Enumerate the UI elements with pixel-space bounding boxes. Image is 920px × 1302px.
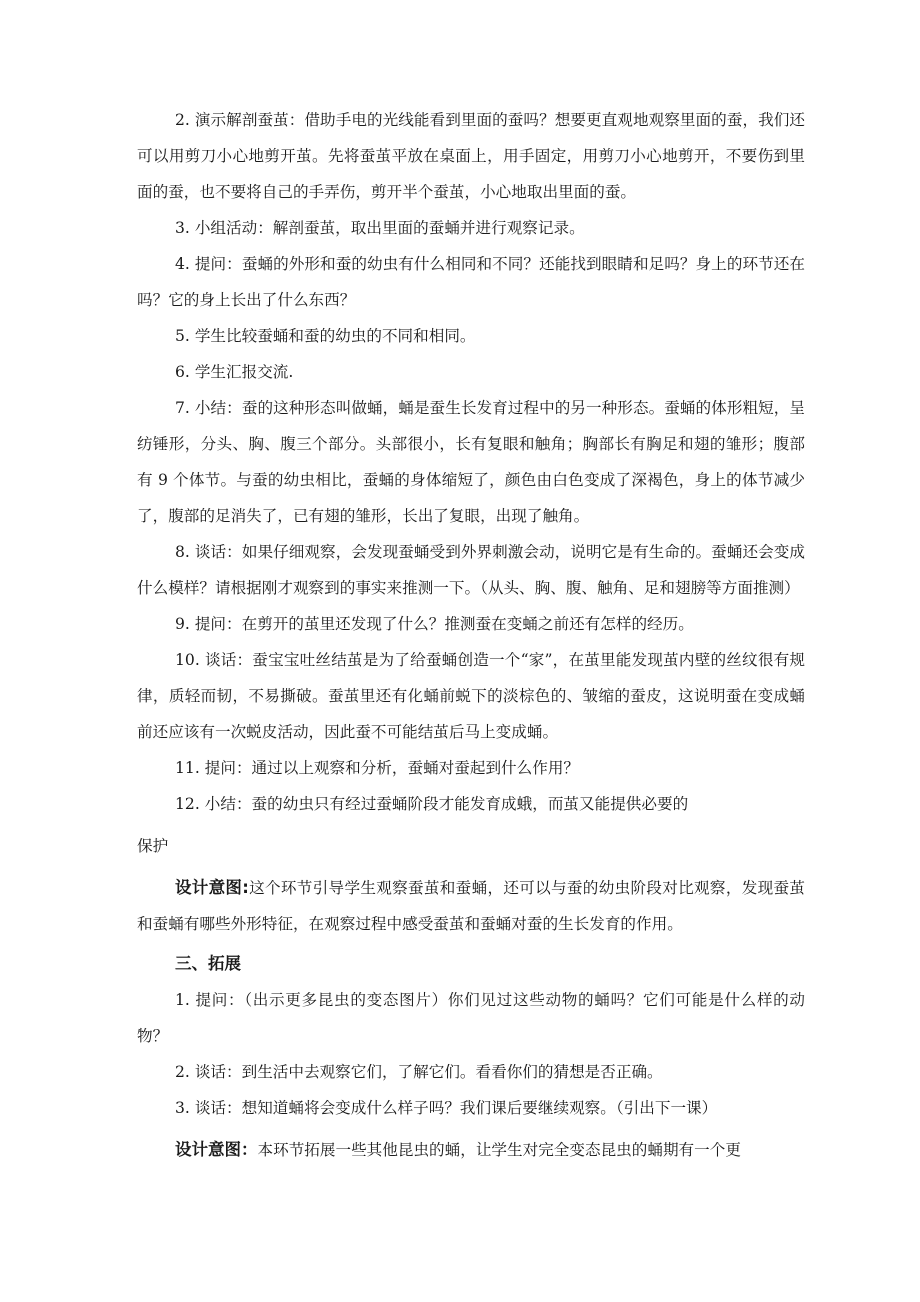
paragraph-item-11: 11. 提问：通过以上观察和分析，蚕蛹对蚕起到什么作用？ <box>175 759 580 777</box>
paragraph-item-7: 7. 小结：蚕的这种形态叫做蛹，蛹是蚕生长发育过程中的另一种形态。蚕蛹的体形粗短，呈纺锤形，分头、胸、腹三个部分。头部很小，长有复眼和触角；胸部长有胸足和翅的雏形；腹部有 9 个体节。与蚕的幼虫相比，蚕蛹的身体缩短了，颜色由白色变成了深褐色，身上的体节减少了，腹部的足消失了，已有翅的雏形，长出了复眼，出现了触角。 <box>137 399 805 525</box>
paragraph-item-5: 5. 学生比较蚕蛹和蚕的幼虫的不同和相同。 <box>175 327 476 345</box>
section-heading-extension: 三、拓展 <box>175 954 241 973</box>
paragraph-item-8: 8. 谈话：如果仔细观察，会发现蚕蛹受到外界刺激会动，说明它是有生命的。蚕蛹还会变成什么模样？请根据刚才观察到的事实来推测一下。（从头、胸、腹、触角、足和翅膀等方面推测） <box>137 543 805 597</box>
paragraph-item-3: 3. 小组活动：解剖蚕茧，取出里面的蚕蛹并进行观察记录。 <box>175 219 585 237</box>
design-intent-label-1: 设计意图: <box>175 878 249 897</box>
paragraph-item-9: 9. 提问：在剪开的茧里还发现了什么？推测蚕在变蛹之前还有怎样的经历。 <box>175 615 694 633</box>
extension-item-2: 2. 谈话：到生活中去观察它们，了解它们。看看你们的猜想是否正确。 <box>175 1063 663 1081</box>
paragraph-item-2: 2. 演示解剖蚕茧：借助手电的光线能看到里面的蚕吗？想要更直观地观察里面的蚕，我们还可以用剪刀小心地剪开茧。先将蚕茧平放在桌面上，用手固定，用剪刀小心地剪开，不要伤到里面的蚕，也不要将自己的手弄伤，剪开半个蚕茧，小心地取出里面的蚕。 <box>137 111 805 201</box>
design-intent-label-2: 设计意图： <box>175 1140 258 1159</box>
design-intent-paragraph-2 <box>137 1132 805 1168</box>
paragraph-item-12: 12. 小结：蚕的幼虫只有经过蚕蛹阶段才能发育成蛾，而茧又能提供必要的 <box>175 795 689 813</box>
extension-item-3: 3. 谈话：想知道蛹将会变成什么样子吗？我们课后要继续观察。（引出下一课） <box>175 1099 718 1117</box>
design-intent-text-2: 本环节拓展一些其他昆虫的蛹，让学生对完全变态昆虫的蛹期有一个更 <box>257 1141 741 1159</box>
design-intent-text-1: 这个环节引导学生观察蚕茧和蚕蛹，还可以与蚕的幼虫阶段对比观察，发现蚕茧和蚕蛹有哪些外形特征，在观察过程中感受蚕茧和蚕蛹对蚕的生长发育的作用。 <box>137 879 805 933</box>
paragraph-item-12-tail: 保护 <box>137 837 169 855</box>
paragraph-item-10: 10. 谈话：蚕宝宝吐丝结茧是为了给蚕蛹创造一个“家”，在茧里能发现茧内壁的丝纹很有规律，质轻而韧，不易撕破。蚕茧里还有化蛹前蜕下的淡棕色的、皱缩的蚕皮，这说明蚕在变成蛹前还应该有一次蜕皮活动，因此蚕不可能结茧后马上变成蛹。 <box>137 651 805 741</box>
paragraph-item-4: 4. 提问：蚕蛹的外形和蚕的幼虫有什么相同和不同？还能找到眼睛和足吗？身上的环节还在吗？它的身上长出了什么东西？ <box>137 255 805 309</box>
design-intent-paragraph-1 <box>137 870 805 942</box>
paragraph-item-6: 6. 学生汇报交流. <box>175 363 294 381</box>
extension-item-1: 1. 提问：（出示更多昆虫的变态图片）你们见过这些动物的蛹吗？它们可能是什么样的动物？ <box>137 991 805 1045</box>
document-body <box>137 102 805 1168</box>
